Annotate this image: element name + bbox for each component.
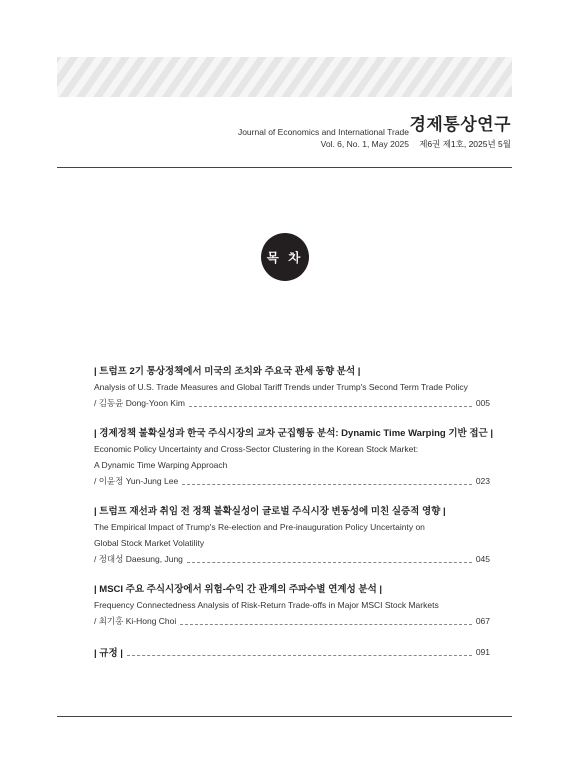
entry-title-english bbox=[94, 441, 490, 473]
entry-title-english bbox=[94, 597, 490, 613]
entry-author: / 김동윤 Dong-Yoon Kim bbox=[94, 398, 185, 408]
rules-label: | 규정 | bbox=[94, 648, 123, 659]
entry-title-korean: | MSCI 주요 주식시장에서 위험-수익 간 관계의 주파수별 연계성 분석 | bbox=[94, 584, 383, 595]
journal-english-title: Journal of Economics and International Trade bbox=[237, 127, 409, 137]
entry-title-english-line: Economic Policy Uncertainty and Cross-Sector Clustering in the Korean Stock Market: bbox=[94, 444, 419, 454]
entry-author: / 정대성 Daesung, Jung bbox=[94, 554, 183, 564]
entry-title-english-line: A Dynamic Time Warping Approach bbox=[94, 460, 228, 470]
top-divider bbox=[57, 167, 512, 168]
journal-korean-title: 경제통상연구 bbox=[409, 115, 511, 134]
dot-leader bbox=[189, 406, 472, 407]
journal-korean-volume: 제6권 제1호, 2025년 5월 bbox=[419, 139, 511, 149]
entry-title-english-line: Frequency Connectedness Analysis of Risk-Return Trade-offs in Major MSCI Stock Markets bbox=[94, 600, 439, 610]
entry-title-english-line: Analysis of U.S. Trade Measures and Global Tariff Trends under Trump's Second Term Trade Policy bbox=[94, 382, 468, 392]
entry-page-number: 045 bbox=[475, 554, 490, 564]
journal-english-block bbox=[238, 126, 409, 150]
entry-page-number: 023 bbox=[475, 476, 490, 486]
dot-leader bbox=[180, 624, 472, 625]
entry-author-line bbox=[94, 473, 490, 490]
dot-leader bbox=[182, 484, 472, 485]
entry-title-english-line: The Empirical Impact of Trump's Re-election and Pre-inauguration Policy Uncertainty on bbox=[94, 522, 425, 532]
entry-author-line bbox=[94, 551, 490, 568]
table-of-contents bbox=[94, 364, 493, 675]
entry-title-english bbox=[94, 519, 490, 551]
toc-entry-rules[interactable] bbox=[94, 644, 490, 661]
toc-entry[interactable] bbox=[94, 582, 490, 630]
toc-entry[interactable] bbox=[94, 364, 490, 412]
toc-badge: 목 차 bbox=[261, 233, 309, 281]
rules-page-number: 091 bbox=[475, 647, 490, 657]
entry-title-english bbox=[94, 379, 490, 395]
toc-entry[interactable] bbox=[94, 426, 493, 490]
entry-author: / 이윤정 Yun-Jung Lee bbox=[94, 476, 179, 486]
entry-title-korean: | 트럼프 2기 통상정책에서 미국의 조치와 주요국 관세 동향 분석 | bbox=[94, 366, 361, 377]
dot-leader bbox=[187, 562, 472, 563]
entry-title-korean: | 경제정책 불확실성과 한국 주식시장의 교차 군집행동 분석: Dynamic Time Warping 기반 접근 | bbox=[94, 428, 493, 439]
entry-author: / 최기홍 Ki-Hong Choi bbox=[94, 616, 177, 626]
entry-author-line bbox=[94, 395, 490, 412]
journal-korean-block bbox=[409, 114, 511, 150]
rules-line bbox=[94, 644, 490, 661]
toc-entry[interactable] bbox=[94, 504, 490, 568]
journal-english-volume: Vol. 6, No. 1, May 2025 bbox=[320, 139, 409, 149]
entry-title-english-line: Global Stock Market Volatility bbox=[94, 538, 205, 548]
decorative-stripe-band bbox=[57, 57, 512, 97]
entry-author-line bbox=[94, 613, 490, 630]
entry-title-korean: | 트럼프 재선과 취임 전 정책 불확실성이 글로벌 주식시장 변동성에 미친 실증적 영향 | bbox=[94, 506, 446, 517]
bottom-divider bbox=[57, 716, 512, 717]
entry-page-number: 067 bbox=[475, 616, 490, 626]
entry-page-number: 005 bbox=[475, 398, 490, 408]
dot-leader bbox=[127, 655, 472, 656]
